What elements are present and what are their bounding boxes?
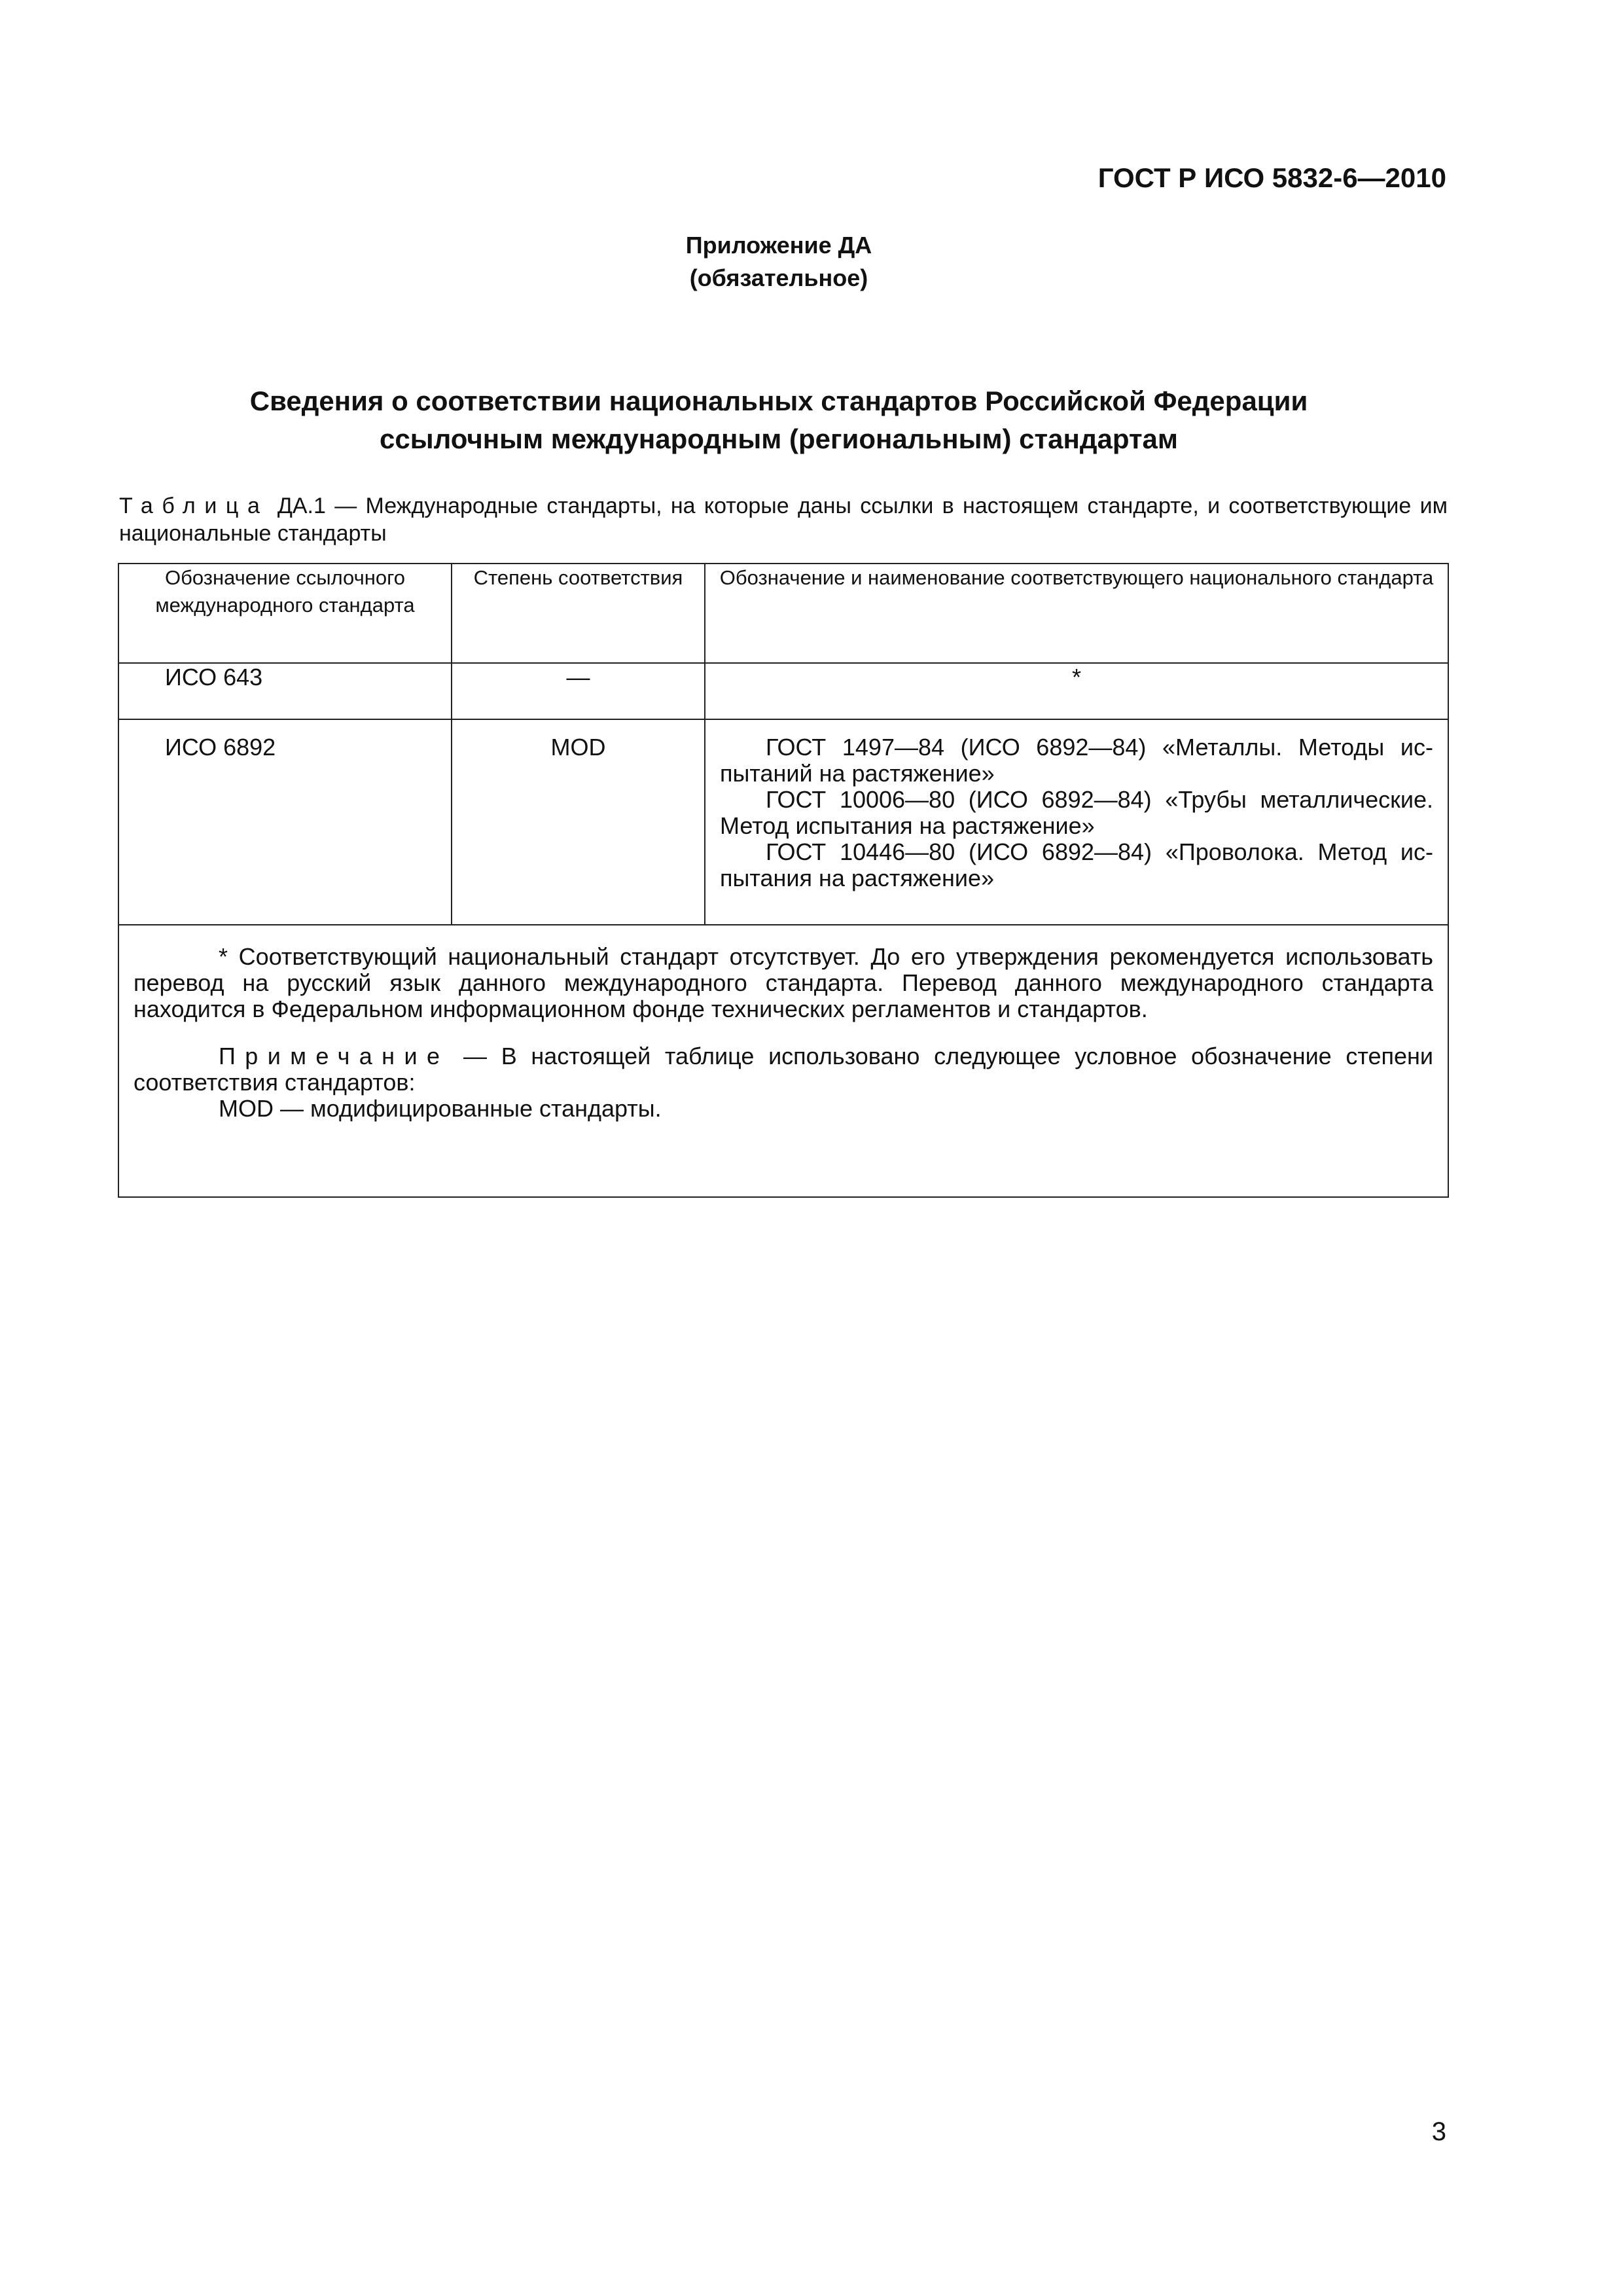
- table-caption-label: Таблица: [119, 493, 269, 518]
- table-row: [118, 663, 1448, 719]
- note-label: Примечание: [219, 1043, 450, 1069]
- cell-national: *: [705, 663, 1448, 719]
- national-standard-line: ГОСТ 1497—84 (ИСО 6892—84) «Металлы. Методы ис-: [766, 734, 1433, 761]
- cell-national: [705, 719, 1448, 925]
- note-text: [134, 1043, 1433, 1096]
- note-definition: MOD — модифицированные стандарты.: [219, 1095, 662, 1122]
- national-standard-line: ГОСТ 10446—80 (ИСО 6892—84) «Проволока. Метод ис-: [766, 838, 1433, 865]
- note-body: — В настоящей таблице использовано следующее условное обозначение степени соответствия стандартов:: [134, 1043, 1433, 1096]
- header-international-standard: Обозначение ссылочного международного стандарта: [118, 564, 452, 663]
- reference-standards-table: [118, 563, 1449, 1198]
- table-footer-row: [118, 925, 1448, 1197]
- section-heading: [151, 382, 1407, 458]
- footnote-text: * Соответствующий национальный стандарт отсутствует. До его утверждения рекомендуется использовать перевод на русский язык данного международного стандарта. Перевод данного международного стандарта находится в Федеральном информационном фонде технических регламентов и стандартов.: [134, 943, 1433, 1022]
- annex-status: (обязательное): [689, 264, 868, 291]
- table-row: [118, 719, 1448, 925]
- header-degree: Степень соответствия: [452, 564, 705, 663]
- table-footer: [118, 925, 1448, 1197]
- heading-line-2: ссылочным международным (региональным) стандартам: [380, 423, 1178, 454]
- national-standard-line: Метод испытания на растяжение»: [720, 812, 1095, 839]
- document-id: ГОСТ Р ИСО 5832-6—2010: [1097, 162, 1446, 193]
- page-number: 3: [1431, 2117, 1446, 2146]
- table-caption: [119, 492, 1448, 547]
- annex-header: [327, 229, 1230, 295]
- heading-line-1: Сведения о соответствии национальных стандартов Российской Федерации: [249, 386, 1308, 416]
- cell-degree: MOD: [452, 719, 705, 925]
- national-standard-line: ГОСТ 10006—80 (ИСО 6892—84) «Трубы металлические.: [766, 786, 1433, 813]
- cell-degree: —: [452, 663, 705, 719]
- table-header-row: [118, 564, 1448, 663]
- national-standard-line: пытаний на растяжение»: [720, 760, 995, 787]
- annex-title: Приложение ДА: [685, 232, 872, 259]
- cell-standard: ИСО 643: [118, 663, 452, 719]
- national-standard-line: пытания на растяжение»: [720, 865, 995, 891]
- header-national-standard: Обозначение и наименование соответствующего национального стандарта: [705, 564, 1448, 663]
- cell-standard: ИСО 6892: [118, 719, 452, 925]
- table-caption-text: ДА.1 — Международные стандарты, на которые даны ссылки в настоящем стандарте, и соответствующие им национальные стандарты: [119, 493, 1448, 546]
